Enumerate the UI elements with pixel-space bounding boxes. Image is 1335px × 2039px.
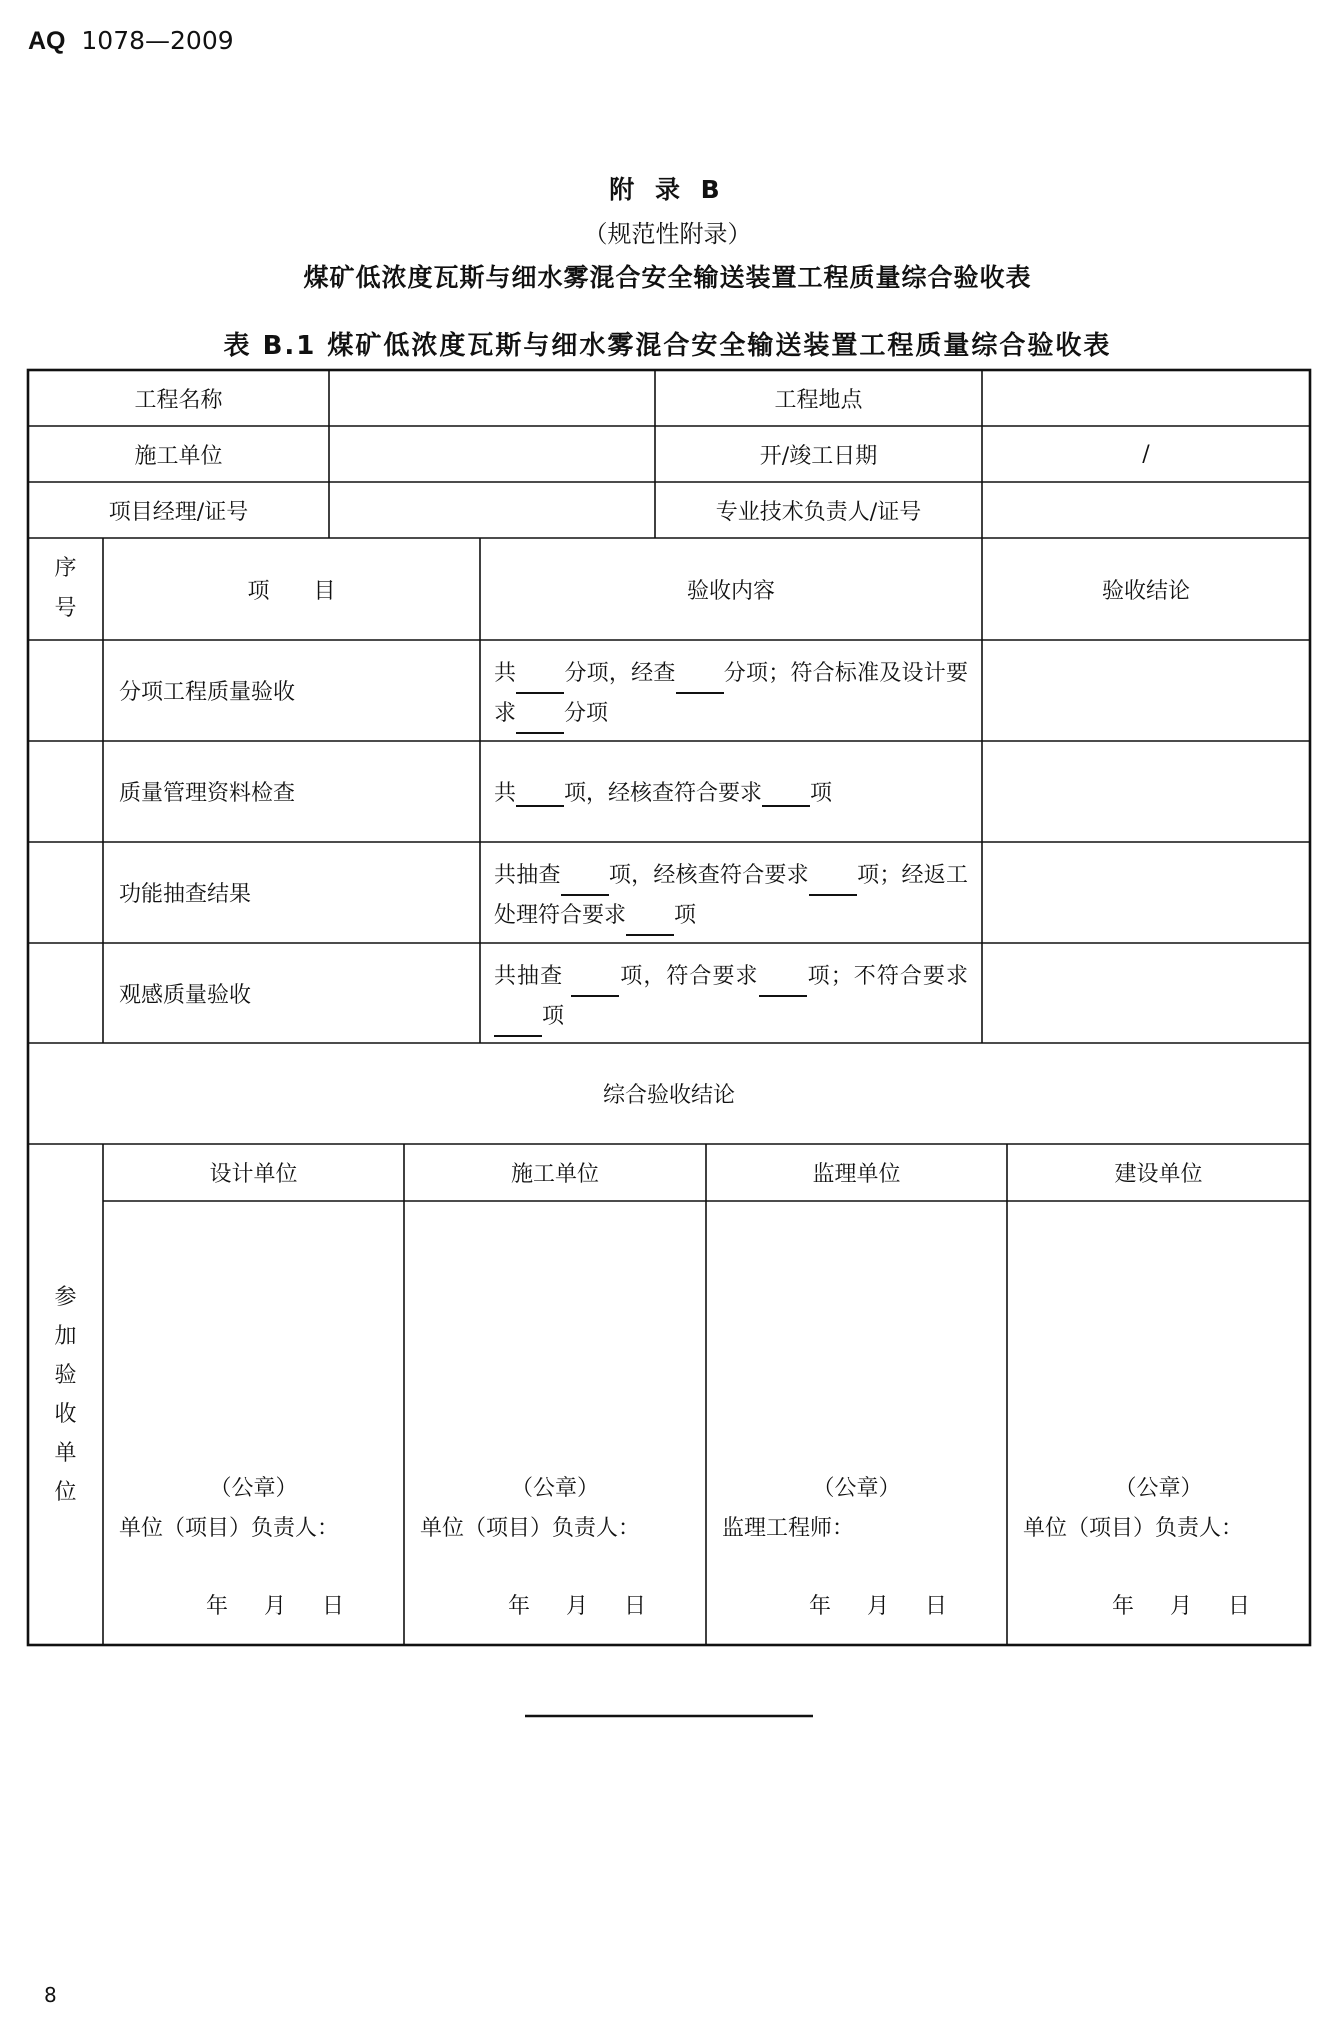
item-content: 共 分项，经查 分项；符合标准及设计要求 分项: [480, 640, 982, 741]
item-content: 共抽查 项，符合要求 项；不符合要求项: [480, 943, 982, 1043]
date-line: 年 月 日: [205, 1594, 344, 1619]
column-header-seq: 序号: [54, 556, 77, 621]
info-label-project-location: 工程地点: [774, 387, 863, 413]
column-header-item: 项 目: [247, 578, 336, 604]
column-header-content: 验收内容: [686, 578, 775, 604]
info-label-start-end-date: 开/竣工日期: [759, 443, 878, 469]
participant-unit-name: 建设单位: [1114, 1162, 1203, 1187]
signature-block: [404, 1201, 706, 1645]
signature-block: [706, 1201, 1007, 1645]
info-value-project-name: [329, 370, 655, 426]
info-value-construction-unit: [329, 426, 655, 482]
item-seq: [28, 943, 103, 1043]
appendix-label: 附 录 B: [609, 175, 726, 204]
item-name: 分项工程质量验收: [119, 680, 296, 705]
participant-unit-name: 监理单位: [812, 1162, 901, 1187]
info-label-technical-lead: 专业技术负责人/证号: [715, 499, 922, 525]
info-label-project-manager: 项目经理/证号: [108, 499, 249, 525]
overall-conclusion: 综合验收结论: [602, 1083, 735, 1108]
item-content: 共抽查 项，经核查符合要求 项；经返工处理符合要求 项: [480, 842, 982, 943]
participant-unit-name: 设计单位: [209, 1162, 298, 1187]
info-value-start-end-date: /: [1142, 441, 1150, 467]
seal-label: （公章）: [812, 1476, 901, 1501]
page-number: 8: [44, 1983, 57, 2007]
item-conclusion: [982, 842, 1310, 943]
appendix-type: （规范性附录）: [583, 220, 752, 248]
item-name: 功能抽查结果: [119, 882, 252, 907]
item-name: 质量管理资料检查: [119, 781, 296, 806]
item-seq: [28, 640, 103, 741]
participants-label: 参加验收单位: [54, 1284, 77, 1505]
participant-unit-name: 施工单位: [510, 1162, 599, 1187]
item-seq: [28, 842, 103, 943]
appendix-title: 煤矿低浓度瓦斯与细水雾混合安全输送装置工程质量综合验收表: [303, 263, 1032, 292]
info-label-construction-unit: 施工单位: [134, 443, 223, 469]
item-conclusion: [982, 741, 1310, 842]
seal-label: （公章）: [510, 1476, 599, 1501]
signature-block: [1007, 1201, 1310, 1645]
item-content: 共 项，经核查符合要求 项: [494, 781, 833, 806]
standard-code: AQ 1078—2009: [28, 26, 234, 55]
item-conclusion: [982, 943, 1310, 1043]
date-line: 年 月 日: [507, 1594, 646, 1619]
item-conclusion: [982, 640, 1310, 741]
info-value-technical-lead: [982, 482, 1310, 538]
table-caption: 表 B.1 煤矿低浓度瓦斯与细水雾混合安全输送装置工程质量综合验收表: [223, 331, 1112, 361]
info-value-project-manager: [329, 482, 655, 538]
column-header-conclusion: 验收结论: [1101, 578, 1190, 604]
info-label-project-name: 工程名称: [134, 387, 223, 413]
seal-label: （公章）: [209, 1476, 298, 1501]
signer-label: 单位（项目）负责人：: [119, 1516, 340, 1541]
info-value-project-location: [982, 370, 1310, 426]
seal-label: （公章）: [1114, 1476, 1203, 1501]
item-name: 观感质量验收: [119, 982, 252, 1008]
date-line: 年 月 日: [1111, 1594, 1250, 1619]
item-seq: [28, 741, 103, 842]
signature-block: [103, 1201, 404, 1645]
signer-label: 单位（项目）负责人：: [1023, 1516, 1244, 1541]
signer-label: 监理工程师：: [722, 1516, 855, 1541]
date-line: 年 月 日: [808, 1594, 947, 1619]
signer-label: 单位（项目）负责人：: [420, 1516, 641, 1541]
